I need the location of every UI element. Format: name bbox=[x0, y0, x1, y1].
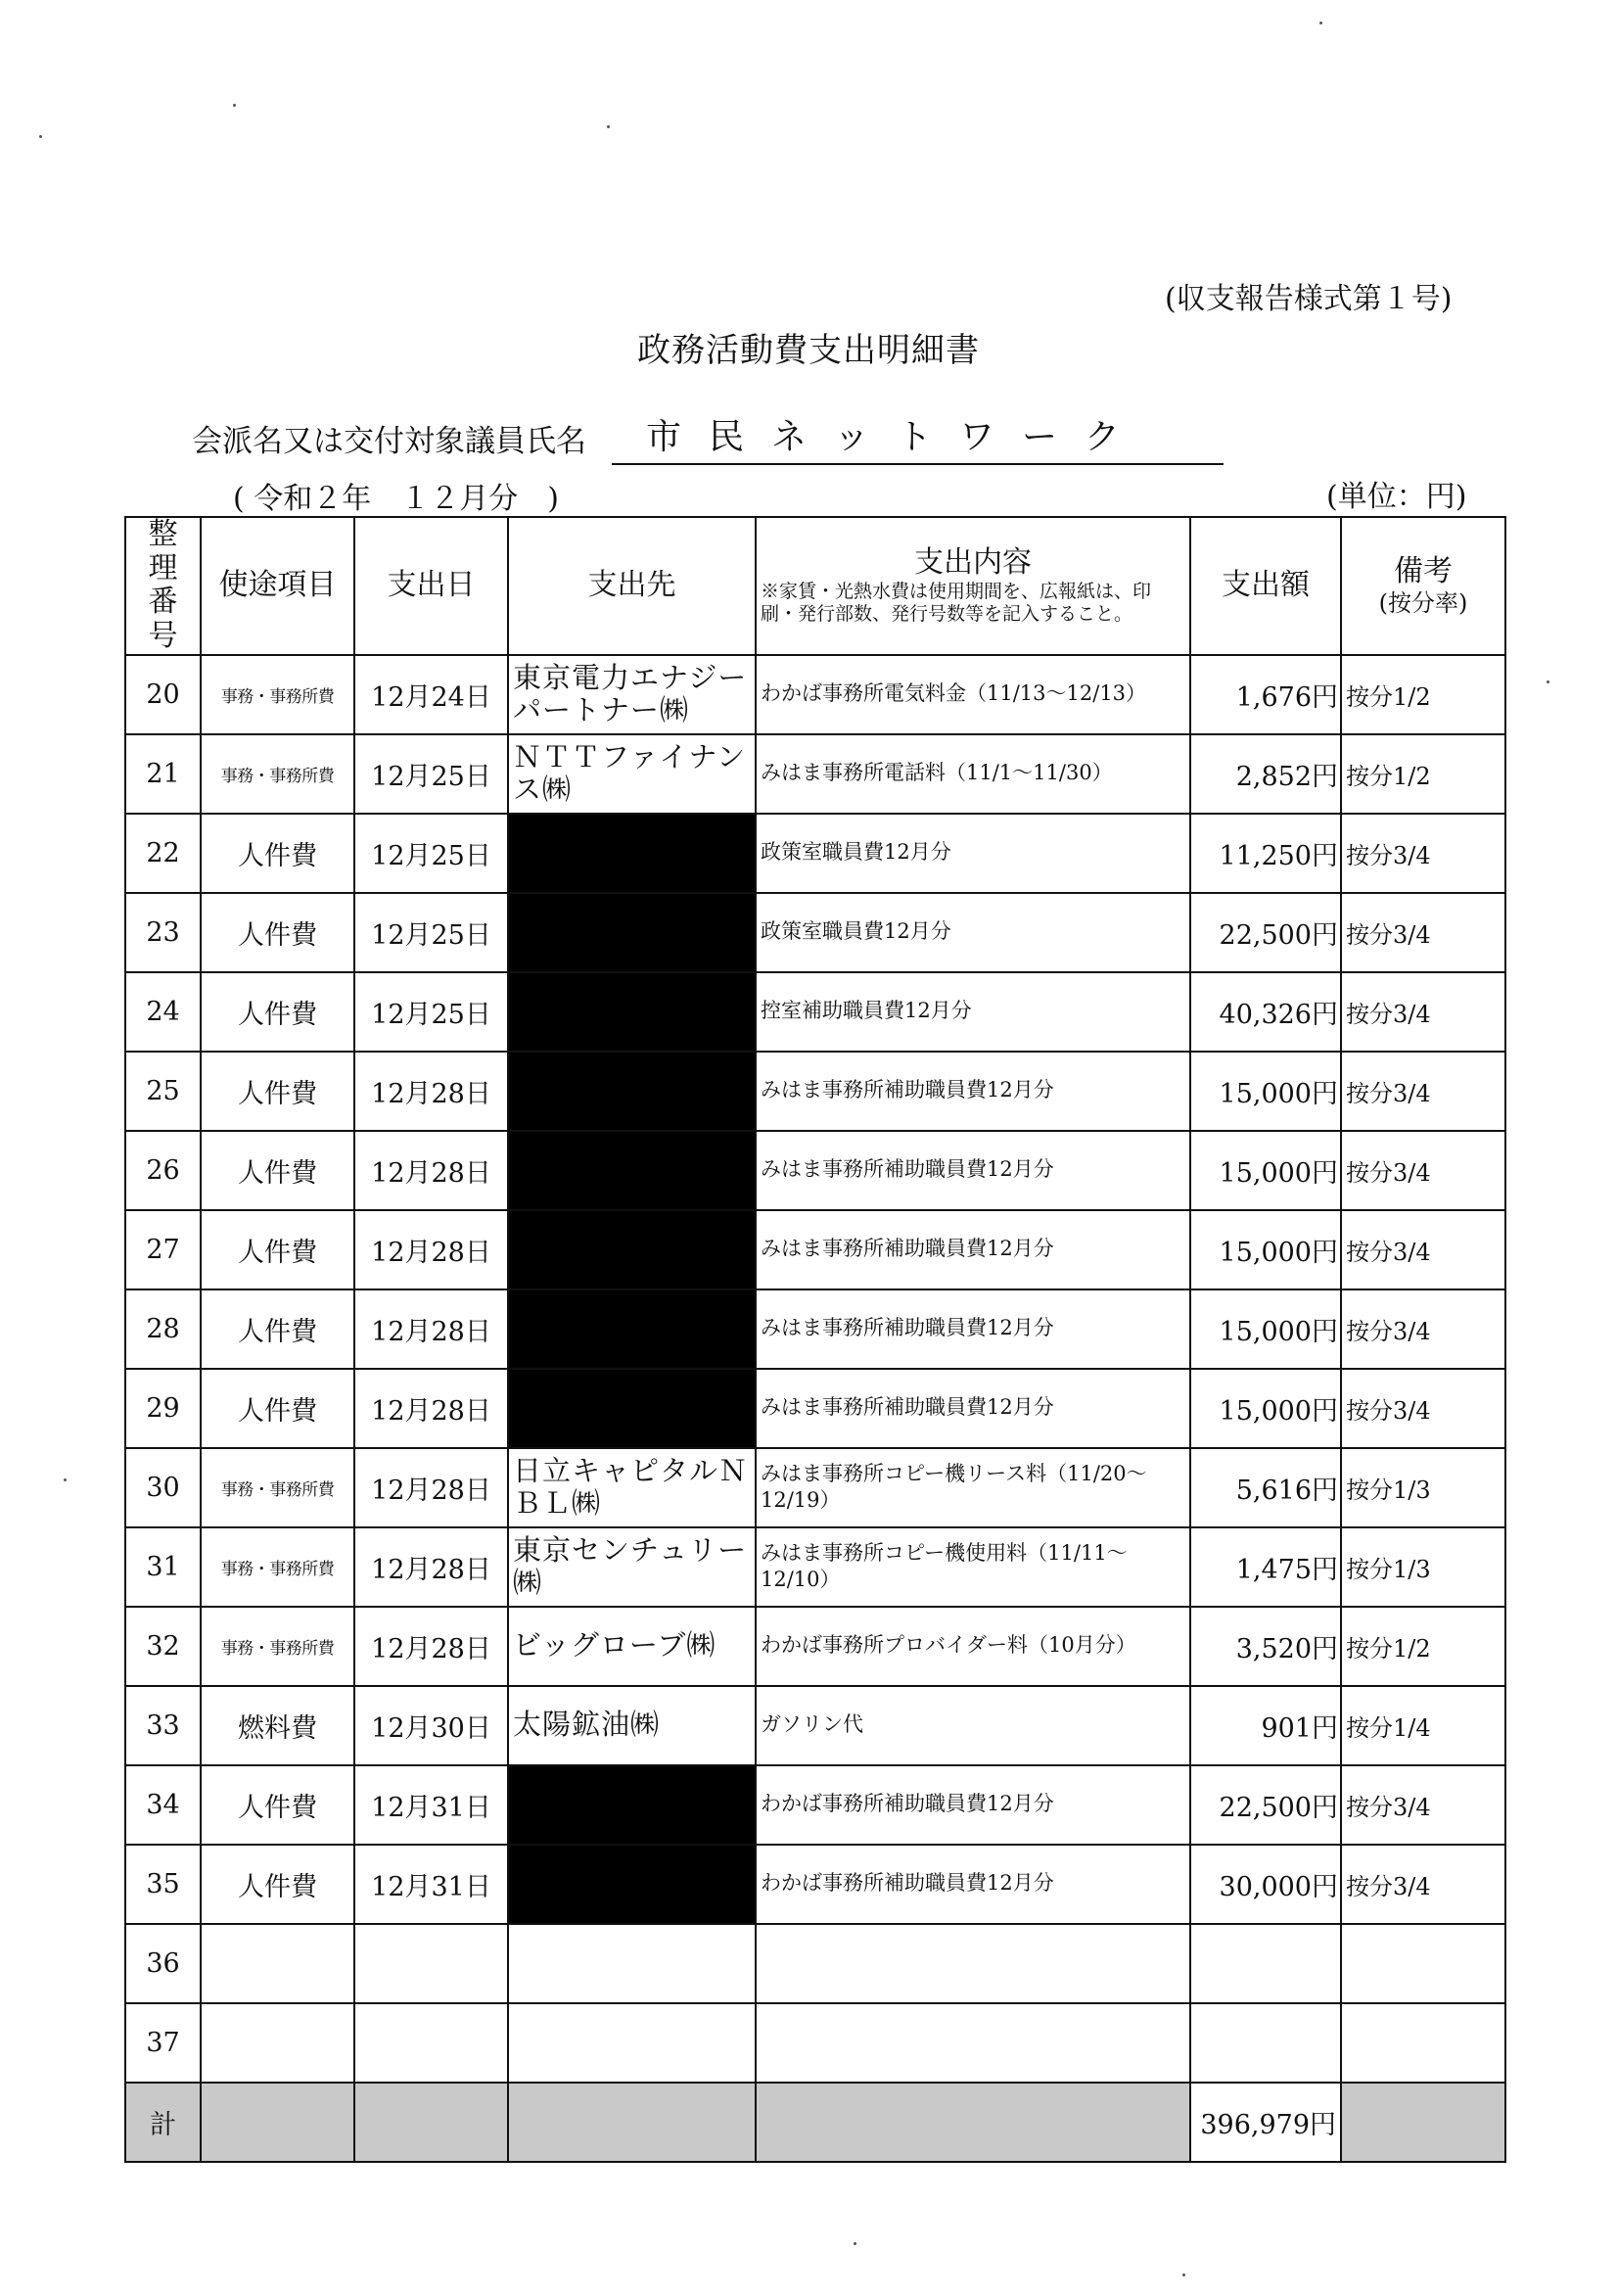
scan-speck bbox=[607, 125, 610, 128]
header-description-note: ※家賃・光熱水費は使用期間を、広報紙は、印刷・発行部数、発行号数等を記入すること。 bbox=[761, 580, 1152, 626]
row-payee bbox=[508, 1924, 756, 2003]
row-number: 23 bbox=[125, 893, 201, 972]
row-category: 人件費 bbox=[201, 1369, 354, 1448]
redacted-payee bbox=[508, 972, 756, 1052]
total-shaded-cell bbox=[201, 2083, 354, 2162]
table-row bbox=[125, 2003, 1505, 2083]
row-note: 按分3/4 bbox=[1341, 1131, 1505, 1210]
row-date: 12月25日 bbox=[354, 814, 508, 893]
row-amount: 1,676円 bbox=[1190, 655, 1341, 734]
row-category: 燃料費 bbox=[201, 1686, 354, 1765]
row-description bbox=[756, 1924, 1190, 2003]
row-date bbox=[354, 1924, 508, 2003]
row-description: みはま事務所コピー機リース料（11/20～12/19） bbox=[756, 1448, 1190, 1527]
row-category bbox=[201, 2003, 354, 2083]
row-number: 22 bbox=[125, 814, 201, 893]
total-shaded-cell bbox=[508, 2083, 756, 2162]
row-description: みはま事務所補助職員費12月分 bbox=[756, 1131, 1190, 1210]
scan-speck bbox=[39, 135, 42, 138]
table-header-row bbox=[125, 517, 1505, 655]
header-amount: 支出額 bbox=[1190, 517, 1341, 655]
row-note: 按分3/4 bbox=[1341, 1289, 1505, 1369]
report-period: ( 令和２年 １２月分 ) bbox=[233, 482, 559, 516]
row-amount: 1,475円 bbox=[1190, 1527, 1341, 1607]
total-shaded-cell bbox=[354, 2083, 508, 2162]
table-row bbox=[125, 1527, 1505, 1607]
header-note bbox=[1341, 517, 1505, 655]
total-row bbox=[125, 2083, 1505, 2162]
row-date: 12月25日 bbox=[354, 893, 508, 972]
row-description: みはま事務所補助職員費12月分 bbox=[756, 1210, 1190, 1289]
row-amount: 30,000円 bbox=[1190, 1845, 1341, 1924]
row-category: 人件費 bbox=[201, 1289, 354, 1369]
header-payee: 支出先 bbox=[508, 517, 756, 655]
row-category: 事務・事務所費 bbox=[201, 1527, 354, 1607]
table-row bbox=[125, 1210, 1505, 1289]
row-description: わかば事務所補助職員費12月分 bbox=[756, 1765, 1190, 1845]
row-category: 人件費 bbox=[201, 1765, 354, 1845]
redacted-payee bbox=[508, 1131, 756, 1210]
row-number: 36 bbox=[125, 1924, 201, 2003]
header-description-title: 支出内容 bbox=[914, 544, 1032, 580]
scan-speck bbox=[1182, 2273, 1185, 2276]
row-note: 按分1/3 bbox=[1341, 1527, 1505, 1607]
row-note: 按分1/2 bbox=[1341, 734, 1505, 814]
table-row bbox=[125, 1052, 1505, 1131]
row-category: 人件費 bbox=[201, 893, 354, 972]
header-description bbox=[756, 517, 1190, 655]
row-amount: 40,326円 bbox=[1190, 972, 1341, 1052]
scan-speck bbox=[854, 2242, 856, 2245]
row-note: 按分1/3 bbox=[1341, 1448, 1505, 1527]
row-category: 事務・事務所費 bbox=[201, 655, 354, 734]
table-row bbox=[125, 972, 1505, 1052]
row-category: 人件費 bbox=[201, 1845, 354, 1924]
row-note: 按分1/2 bbox=[1341, 655, 1505, 734]
row-number: 25 bbox=[125, 1052, 201, 1131]
redacted-payee bbox=[508, 814, 756, 893]
row-category: 人件費 bbox=[201, 814, 354, 893]
row-date: 12月28日 bbox=[354, 1052, 508, 1131]
table-row bbox=[125, 1448, 1505, 1527]
row-amount: 11,250円 bbox=[1190, 814, 1341, 893]
table-row bbox=[125, 734, 1505, 814]
total-amount: 396,979円 bbox=[1190, 2083, 1341, 2162]
row-category: 事務・事務所費 bbox=[201, 1607, 354, 1686]
row-note: 按分3/4 bbox=[1341, 1052, 1505, 1131]
redacted-payee bbox=[508, 1845, 756, 1924]
row-note: 按分3/4 bbox=[1341, 1845, 1505, 1924]
row-date: 12月28日 bbox=[354, 1131, 508, 1210]
row-amount: 15,000円 bbox=[1190, 1289, 1341, 1369]
row-amount bbox=[1190, 2003, 1341, 2083]
total-shaded-cell bbox=[1341, 2083, 1505, 2162]
row-date: 12月30日 bbox=[354, 1686, 508, 1765]
redacted-payee bbox=[508, 1289, 756, 1369]
row-date: 12月24日 bbox=[354, 655, 508, 734]
row-amount: 3,520円 bbox=[1190, 1607, 1341, 1686]
row-category: 事務・事務所費 bbox=[201, 734, 354, 814]
table-row bbox=[125, 814, 1505, 893]
row-description: みはま事務所コピー機使用料（11/11～12/10） bbox=[756, 1527, 1190, 1607]
row-date: 12月31日 bbox=[354, 1845, 508, 1924]
row-payee: 日立キャピタルＮＢＬ㈱ bbox=[508, 1448, 756, 1527]
row-amount: 22,500円 bbox=[1190, 1765, 1341, 1845]
table-row bbox=[125, 1369, 1505, 1448]
document-title: 政務活動費支出明細書 bbox=[637, 331, 980, 370]
row-date bbox=[354, 2003, 508, 2083]
row-date: 12月28日 bbox=[354, 1210, 508, 1289]
row-category: 事務・事務所費 bbox=[201, 1448, 354, 1527]
row-category: 人件費 bbox=[201, 1210, 354, 1289]
row-payee: 太陽鉱油㈱ bbox=[508, 1686, 756, 1765]
row-note: 按分3/4 bbox=[1341, 972, 1505, 1052]
row-description: ガソリン代 bbox=[756, 1686, 1190, 1765]
row-number: 34 bbox=[125, 1765, 201, 1845]
row-payee: ＮＴＴファイナンス㈱ bbox=[508, 734, 756, 814]
row-amount: 15,000円 bbox=[1190, 1131, 1341, 1210]
row-category: 人件費 bbox=[201, 972, 354, 1052]
table-row bbox=[125, 1289, 1505, 1369]
row-description: 政策室職員費12月分 bbox=[756, 814, 1190, 893]
expense-table bbox=[124, 516, 1506, 2163]
row-number: 28 bbox=[125, 1289, 201, 1369]
form-number: (収支報告様式第１号) bbox=[1165, 282, 1453, 316]
row-date: 12月25日 bbox=[354, 972, 508, 1052]
row-date: 12月28日 bbox=[354, 1289, 508, 1369]
row-number: 21 bbox=[125, 734, 201, 814]
header-category: 使途項目 bbox=[201, 517, 354, 655]
redacted-payee bbox=[508, 1765, 756, 1845]
party-label: 会派名又は交付対象議員氏名 bbox=[192, 424, 586, 459]
row-date: 12月25日 bbox=[354, 734, 508, 814]
header-note-sub: (按分率) bbox=[1378, 588, 1468, 617]
scan-speck bbox=[64, 1478, 67, 1481]
row-category: 人件費 bbox=[201, 1052, 354, 1131]
table-row bbox=[125, 1765, 1505, 1845]
row-amount: 901円 bbox=[1190, 1686, 1341, 1765]
row-note: 按分3/4 bbox=[1341, 814, 1505, 893]
row-number: 27 bbox=[125, 1210, 201, 1289]
row-payee: ビッグローブ㈱ bbox=[508, 1607, 756, 1686]
row-date: 12月31日 bbox=[354, 1765, 508, 1845]
row-description: みはま事務所補助職員費12月分 bbox=[756, 1052, 1190, 1131]
row-note bbox=[1341, 2003, 1505, 2083]
redacted-payee bbox=[508, 1210, 756, 1289]
row-amount: 2,852円 bbox=[1190, 734, 1341, 814]
row-note: 按分3/4 bbox=[1341, 893, 1505, 972]
row-number: 29 bbox=[125, 1369, 201, 1448]
header-date: 支出日 bbox=[354, 517, 508, 655]
row-number: 30 bbox=[125, 1448, 201, 1527]
row-note: 按分1/4 bbox=[1341, 1686, 1505, 1765]
row-date: 12月28日 bbox=[354, 1607, 508, 1686]
table-row bbox=[125, 655, 1505, 734]
header-note-title: 備考 bbox=[1394, 553, 1453, 588]
table-row bbox=[125, 893, 1505, 972]
row-description bbox=[756, 2003, 1190, 2083]
row-description: みはま事務所補助職員費12月分 bbox=[756, 1369, 1190, 1448]
scan-speck bbox=[1547, 680, 1549, 683]
row-description: 政策室職員費12月分 bbox=[756, 893, 1190, 972]
table-row bbox=[125, 1131, 1505, 1210]
row-date: 12月28日 bbox=[354, 1448, 508, 1527]
total-shaded-cell bbox=[756, 2083, 1190, 2162]
redacted-payee bbox=[508, 893, 756, 972]
total-label: 計 bbox=[125, 2083, 201, 2162]
table-row bbox=[125, 1686, 1505, 1765]
row-description: わかば事務所プロバイダー料（10月分） bbox=[756, 1607, 1190, 1686]
row-amount: 15,000円 bbox=[1190, 1052, 1341, 1131]
row-date: 12月28日 bbox=[354, 1527, 508, 1607]
header-no: 整理番号 bbox=[125, 517, 201, 655]
row-number: 24 bbox=[125, 972, 201, 1052]
scan-speck bbox=[1319, 22, 1322, 24]
row-description: 控室補助職員費12月分 bbox=[756, 972, 1190, 1052]
row-number: 20 bbox=[125, 655, 201, 734]
row-amount: 22,500円 bbox=[1190, 893, 1341, 972]
row-amount: 5,616円 bbox=[1190, 1448, 1341, 1527]
table-row bbox=[125, 1924, 1505, 2003]
row-payee: 東京電力エナジーパートナー㈱ bbox=[508, 655, 756, 734]
row-note: 按分3/4 bbox=[1341, 1369, 1505, 1448]
row-category: 人件費 bbox=[201, 1131, 354, 1210]
table-row bbox=[125, 1845, 1505, 1924]
row-number: 31 bbox=[125, 1527, 201, 1607]
row-date: 12月28日 bbox=[354, 1369, 508, 1448]
row-category bbox=[201, 1924, 354, 2003]
row-description: みはま事務所電話料（11/1～11/30） bbox=[756, 734, 1190, 814]
row-note: 按分1/2 bbox=[1341, 1607, 1505, 1686]
row-note bbox=[1341, 1924, 1505, 2003]
unit-label: (単位：円) bbox=[1326, 480, 1467, 514]
row-number: 26 bbox=[125, 1131, 201, 1210]
row-description: みはま事務所補助職員費12月分 bbox=[756, 1289, 1190, 1369]
row-payee bbox=[508, 2003, 756, 2083]
scan-speck bbox=[233, 104, 236, 107]
party-name: 市民ネットワーク bbox=[612, 409, 1224, 465]
redacted-payee bbox=[508, 1052, 756, 1131]
row-payee: 東京センチュリー㈱ bbox=[508, 1527, 756, 1607]
row-number: 37 bbox=[125, 2003, 201, 2083]
row-note: 按分3/4 bbox=[1341, 1765, 1505, 1845]
row-number: 33 bbox=[125, 1686, 201, 1765]
row-amount: 15,000円 bbox=[1190, 1369, 1341, 1448]
row-number: 35 bbox=[125, 1845, 201, 1924]
redacted-payee bbox=[508, 1369, 756, 1448]
row-description: わかば事務所電気料金（11/13～12/13） bbox=[756, 655, 1190, 734]
table-row bbox=[125, 1607, 1505, 1686]
row-number: 32 bbox=[125, 1607, 201, 1686]
row-note: 按分3/4 bbox=[1341, 1210, 1505, 1289]
row-amount: 15,000円 bbox=[1190, 1210, 1341, 1289]
row-amount bbox=[1190, 1924, 1341, 2003]
row-description: わかば事務所補助職員費12月分 bbox=[756, 1845, 1190, 1924]
